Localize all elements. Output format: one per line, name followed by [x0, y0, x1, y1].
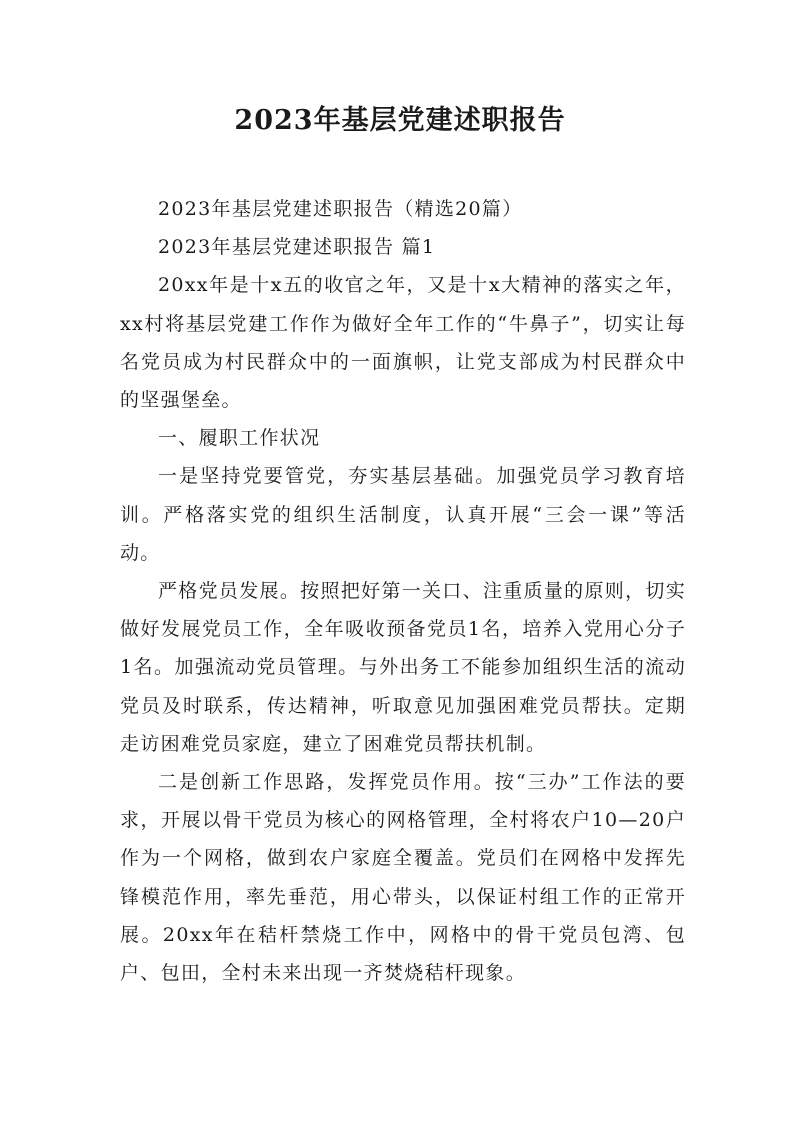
paragraph-point-two: 二是创新工作思路，发挥党员作用。按“三办”工作法的要求，开展以骨干党员为核心的网格管理，全村将农户10—20户作为一个网格，做到农户家庭全覆盖。党员们在网格中发挥先锋模范作用，率先垂范，用心带头，以保证村组工作的正常开展。20xx年在秸杆禁烧工作中，网格中的骨干党员包湾、包户、包田，全村未来出现一齐焚烧秸杆现象。 — [120, 771, 686, 985]
paragraph-section-heading: 2023年基层党建述职报告 篇1 — [158, 236, 436, 259]
paragraph-intro: 20xx年是十x五的收官之年，又是十x大精神的落实之年，xx村将基层党建工作作为做好全年工作的“牛鼻子”，切实让每名党员成为村民群众中的一面旗帜，让党支部成为村民群众中的坚强堡垒。 — [120, 274, 686, 412]
paragraph-member-development: 严格党员发展。按照把好第一关口、注重质量的原则，切实做好发展党员工作，全年吸收预备党员1名，培养入党用心分子1名。加强流动党员管理。与外出务工不能参加组织生活的流动党员及时联系，传达精神，听取意见加强困难党员帮扶。定期走访困难党员家庭，建立了困难党员帮扶机制。 — [120, 580, 686, 755]
paragraph-point-one: 一是坚持党要管党，夯实基层基础。加强党员学习教育培训。严格落实党的组织生活制度，认真开展“三会一课”等活动。 — [120, 465, 686, 564]
paragraph-heading-duty: 一、履职工作状况 — [158, 427, 321, 450]
document-body — [120, 190, 686, 992]
paragraph-subtitle: 2023年基层党建述职报告（精选20篇） — [158, 198, 523, 220]
document-title: 2023年基层党建述职报告 — [234, 105, 566, 136]
